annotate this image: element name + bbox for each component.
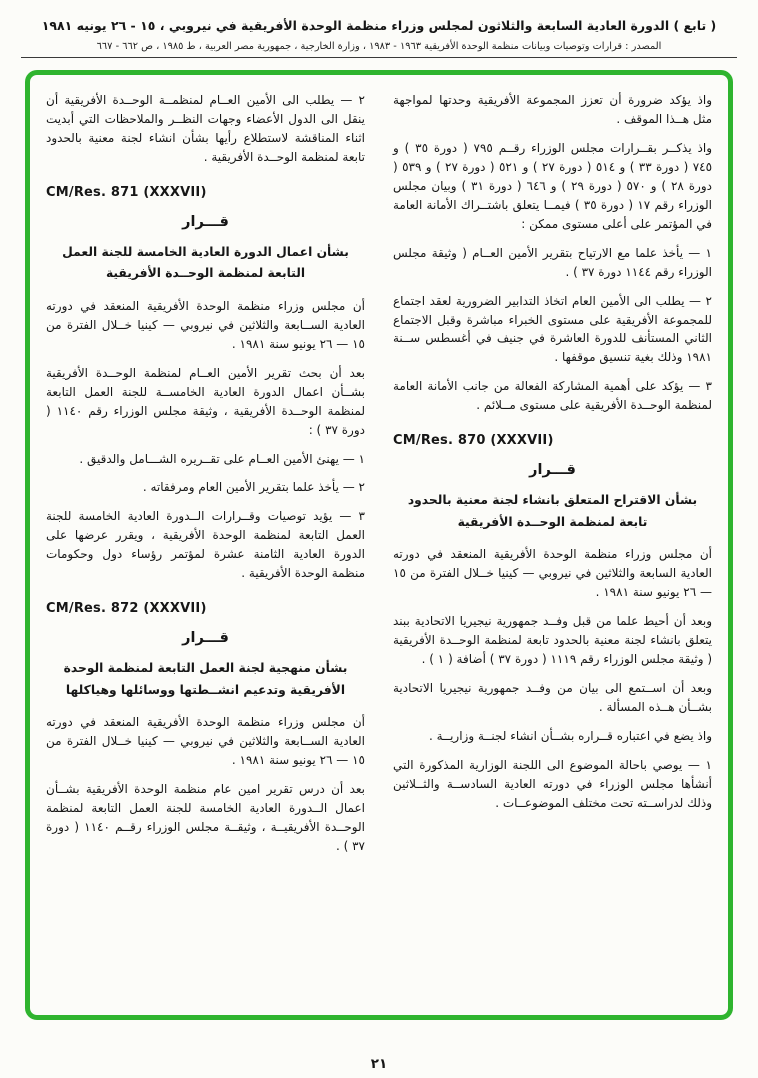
paragraph: أن مجلس وزراء منظمة الوحدة الأفريقية المنعقد في دورته العادية الســابعة والثلاثين في نيروبي — كينيا خــلال الفترة من ١٥ — ٢٦ يونيو سنة ١٩٨١ . — [46, 715, 365, 768]
paragraph: ٢ — يأخذ علما بتقرير الأمين العام ومرفقاته . — [142, 480, 365, 495]
paragraph: واذ يذكــر بقــرارات مجلس الوزراء رقــم ٧٩٥ ( دورة ٣٥ ) و ٧٤٥ ( دورة ٣٣ ) و ٥١٤ ( دورة ٢٧ ) و ٥٢١ ( دورة ٢٧ ) و ٥٣٩ ( دورة ٢٨ ) و ٥٧٠ ( دورة ٢٩ ) و ٦٤٦ ( دورة ٣١ ) وبيان مجلس الوزراء رقم ١٧ ( دورة ٣٥ ) فيمــا يتعلق باشتــراك الأمانة العامة في المؤتمر على أعلى مستوى ممكن : — [393, 140, 713, 231]
paragraph: وبعد أن اســتمع الى بيان من وفــد جمهورية نيجيريا الاتحادية بشــأن هــذه المسألة . — [393, 681, 712, 714]
resolution-title: قـــرار — [182, 213, 229, 230]
header-divider — [21, 57, 737, 58]
header-source-line: المصدر : قرارات وتوصيات وبيانات منظمة الوحدة الأفريقية ١٩٦٣ - ١٩٨٣ ، وزارة الخارجية ، جمهورية مصر العربية ، ط ١٩٨٥ ، ص ٦٦٢ - ٦٦٧ — [96, 41, 662, 52]
paragraph: ٣ — يؤيد توصيات وقــرارات الــدورة العادية الخامسة للجنة العمل التابعة لمنظمة الوحدة الأفريقية ، ويقرر عرضها على الدورة العادية الثامنة عشرة لمؤتمر رؤساء دول وحكومات منظمة الوحدة الأفريقية . — [46, 509, 365, 581]
green-border-frame — [25, 70, 733, 1020]
paragraph: وبعد أن أحيط علما من قبل وفــد جمهورية نيجيريا الاتحادية ببند يتعلق بانشاء لجنة معنية بالحدود تابعة لمنظمة الوحــدة الأفريقية ( وثيقة مجلس الوزراء رقم ١١١٩ ( دورة ٣٧ ) أضافة ( ١ ) . — [393, 614, 712, 667]
paragraph: ٢ — يطلب الى الأمين العام اتخاذ التدابير الضرورية لعقد اجتماع للمجموعة الأفريقية على مستوى الخبراء مباشرة وقبل الاجتماع الثاني المستأنف للدورة العاشرة في جنيف في أغسطس ســنة ١٩٨١ وذلك بغية تنسيق موقفها . — [393, 293, 712, 365]
header-title: ( تابع ) الدورة العادية السابعة والثلاثون لمجلس وزراء منظمة الوحدة الأفريقية في نيروبي ، ١٥ - ٢٦ يونيه ١٩٨١ — [41, 18, 717, 33]
resolution-title: قـــرار — [182, 630, 229, 647]
paragraph: ١ — يأخذ علما مع الارتياح بتقرير الأمين العــام ( وثيقة مجلس الوزراء رقم ١١٤٤ دورة ٣٧ ) . — [393, 245, 712, 279]
paragraph: بعد أن بحث تقرير الأمين العــام لمنظمة الوحــدة الأفريقية بشــأن اعمال الدورة العادية الخامســة للجنة العمل التابعة لمنظمة الوحــدة الأفريقية ، وثيقة مجلس الوزراء رقم ١١٤٠ ( دورة ٣٧ ) : — [46, 365, 365, 437]
resolution-code-871: CM/Res. 871 (XXXVII) — [46, 184, 207, 200]
resolution-subtitle: بشأن اعمال الدورة العادية الخامسة للجنة العمل التابعة لمنظمة الوحــدة الأفريقية — [62, 244, 349, 281]
resolution-subtitle: بشأن منهجية لجنة العمل التابعة لمنظمة الوحدة الأفريقية وتدعيم انشــطتها ووسائلها وهياكلها — [63, 661, 348, 697]
resolution-code-872: CM/Res. 872 (XXXVII) — [46, 601, 207, 617]
paragraph: ١ — يهنئ الأمين العــام على تقــريره الشـــامل والدقيق . — [79, 451, 365, 466]
page-header — [0, 0, 758, 58]
page-number: ٢١ — [370, 1056, 388, 1072]
column-left — [46, 91, 365, 995]
column-right — [393, 91, 712, 995]
paragraph: ٢ — يطلب الى الأمين العــام لمنظمــة الوحــدة الأفريقية أن ينقل الى الدول الأعضاء وجهات النظــر والملاحظات التي أبديت اثناء المناقشة لاستطلاع رأيها بشأن انشاء لجنة معنية بالحدود تابعة لمنظمة الوحــدة الأفريقية . — [46, 93, 365, 164]
two-column-layout — [46, 91, 712, 995]
paragraph: بعد أن درس تقرير امين عام منظمة الوحدة الأفريقية بشــأن اعمال الــدورة العادية الخامسة للجنة العمل التابعة لمنظمة الوحــدة الأفريقيــة ، وثيقــة مجلس الوزراء رقــم ١١٤٠ ( دورة ٣٧ ) . — [46, 782, 365, 853]
resolution-subtitle: بشأن الاقتراح المتعلق بانشاء لجنة معنية بالحدود تابعة لمنظمة الوحــدة الأفريقية — [407, 493, 698, 529]
paragraph: ٣ — يؤكد على أهمية المشاركة الفعالة من جانب الأمانة العامة لمنظمة الوحــدة الأفريقية على مستوى مــلائم . — [393, 379, 712, 413]
paragraph: واذ يؤكد ضرورة أن تعزز المجموعة الأفريقية وحدتها لمواجهة مثل هــذا الموقف . — [393, 93, 712, 126]
paragraph: أن مجلس وزراء منظمة الوحدة الأفريقية المنعقد في دورته العادية السابعة والثلاثين في نيروبي — كينيا خــلال الفترة من ١٥ — ٢٦ يونيو سنة ١٩٨١ . — [393, 547, 712, 600]
resolution-title: قـــرار — [529, 462, 576, 479]
paragraph: ١ — يوصي باحالة الموضوع الى اللجنة الوزارية المذكورة التي أنشأها مجلس الوزراء في دورته العادية السادســة والثــلاثين وذلك لدراســته تحت مختلف الموضوعــات . — [393, 757, 712, 810]
resolution-code-870: CM/Res. 870 (XXXVII) — [393, 433, 554, 449]
paragraph: أن مجلس وزراء منظمة الوحدة الأفريقية المنعقد في دورته العادية الســابعة والثلاثين في نيروبي — كينيا خــلال الفترة من ١٥ — ٢٦ يونيو سنة ١٩٨١ . — [46, 298, 365, 351]
paragraph: واذ يضع في اعتباره قــراره بشــأن انشاء لجنــة وزاريــة . — [428, 728, 712, 743]
